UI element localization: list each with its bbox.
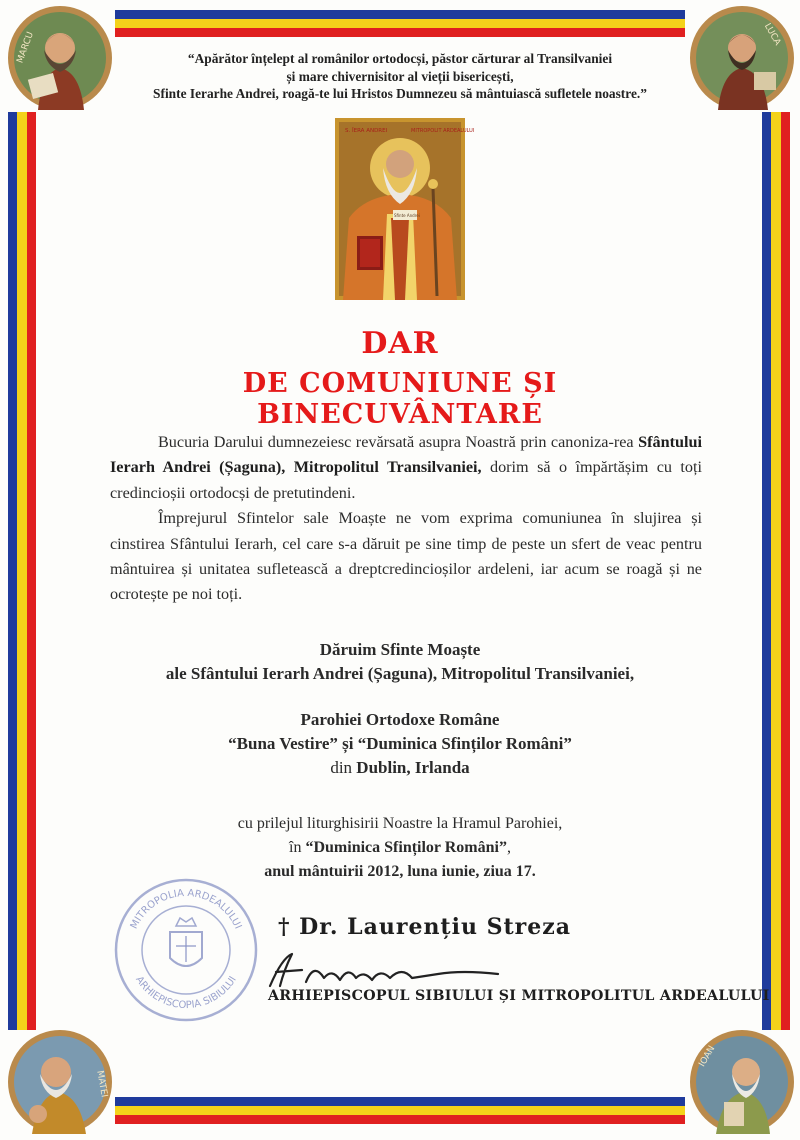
medallion-label-luke: LUCA	[761, 21, 783, 48]
gift-line-1: Dăruim Sfinte Moaște	[319, 640, 481, 659]
saint-andrei-saguna-icon	[335, 118, 475, 300]
evangelist-john-icon	[690, 1030, 794, 1134]
parish-recipient	[90, 708, 710, 780]
body-p1-bold: Sfântului Ierarh Andrei (Șaguna), Mitropolitul Transilvaniei,	[110, 433, 702, 477]
troparion-prayer	[140, 50, 660, 103]
occasion-line-2	[90, 836, 710, 860]
gift-statement	[90, 638, 710, 686]
parish-line-2: “Buna Vestire” și “Duminica Sfinților Români”	[228, 734, 572, 753]
tricolor-border-right	[762, 112, 790, 1030]
body-p1-start: Bucuria Darului dumnezeiesc revărsată asupra Noastră prin canoniza-rea	[158, 433, 639, 451]
svg-text:ARHIEPISCOPIA SIBIULUI	[133, 975, 239, 1012]
gift-line-2: ale Sfântului Ierarh Andrei (Șaguna), Mitropolitul Transilvaniei,	[165, 664, 635, 683]
medallion-label-john: IOAN	[697, 1044, 718, 1069]
evangelist-luke-icon	[690, 6, 794, 110]
signer-name: † Dr. Laurențiu Streza	[278, 914, 571, 940]
body-paragraph-1	[110, 430, 702, 506]
body-text	[110, 430, 702, 608]
prayer-line-1: “Apărător înțelept al românilor ortodocși, păstor cărturar al Transilvaniei	[187, 51, 613, 66]
body-p1-end: dorim să o împărtășim cu toți credincioșii ortodocși de pretutindeni.	[110, 458, 703, 502]
title-line-1: DAR	[361, 326, 439, 361]
tricolor-border-top	[115, 10, 685, 37]
prayer-line-2: și mare chivernisitor al vieții bisericești,	[286, 68, 514, 84]
occasion-line-1: cu prilejul liturghisirii Noastre la Hramul Parohiei,	[237, 815, 563, 832]
icon-book-text: Sfinte Andrei	[394, 213, 420, 218]
metropolis-seal-stamp	[110, 874, 262, 1026]
parish-line-1: Parohiei Ortodoxe Române	[300, 710, 500, 729]
occasion-date: anul mântuirii 2012, luna iunie, ziua 17.	[264, 863, 536, 880]
prayer-line-3: Sfinte Ierarhe Andrei, roagă-te lui Hristos Dumnezeu să mântuiască sufletele noastre.”	[153, 86, 647, 101]
medallion-label-mark: MARCU	[15, 30, 36, 65]
tricolor-border-left	[8, 112, 36, 1030]
signer-title: ARHIEPISCOPUL SIBIULUI ȘI MITROPOLITUL ARDEALULUI	[268, 988, 770, 1004]
evangelist-mark-icon	[8, 6, 112, 110]
seal-ring-bottom: ARHIEPISCOPIA SIBIULUI	[133, 974, 239, 1012]
title-line-2: DE COMUNIUNE ȘI BINECUVÂNTARE	[242, 368, 558, 430]
parish-line-3	[90, 756, 710, 780]
parish-line-3-prefix: din	[330, 758, 357, 777]
body-paragraph-2: Împrejurul Sfintelor sale Moaște ne vom exprima comuniunea în slujirea și cinstirea Sfântului Ierarh, cel care s-a dăruit pe sine timp de peste un sfert de veac pentru mântuirea și unitatea sufletească a dreptcredincioșilor ardeleni, iar acum se roagă și ne ocrotește pe noi toți.	[110, 509, 702, 604]
tricolor-border-bottom	[115, 1097, 685, 1124]
parish-location: Dublin, Irlanda	[356, 758, 470, 777]
medallion-label-matthew: MATEI	[94, 1069, 109, 1099]
occasion-line-2-prefix: în	[289, 839, 306, 856]
occasion-line-2-suffix: ,	[506, 839, 511, 856]
evangelist-matthew-icon	[8, 1030, 112, 1134]
icon-caption-left: S. ÎERA ANDREI	[345, 128, 388, 134]
handwritten-signature	[262, 948, 512, 990]
seal-ring-top: MITROPOLIA ARDEALULUI	[128, 887, 244, 931]
icon-caption-right: MITROPOLIT ARDEALULUI	[411, 128, 475, 134]
svg-text:MITROPOLIA ARDEALULUI	[129, 888, 244, 931]
occasion-feast-name: “Duminica Sfinților Români”	[305, 839, 507, 856]
